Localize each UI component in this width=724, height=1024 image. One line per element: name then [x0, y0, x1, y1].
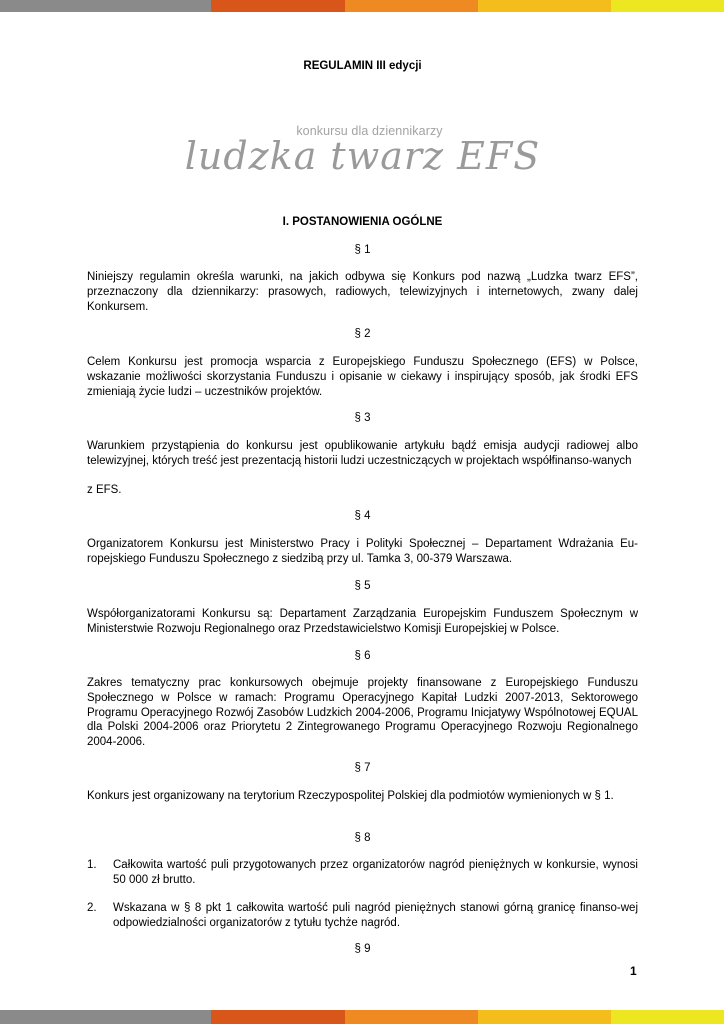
stripe-segment-amber [478, 1010, 611, 1024]
paragraph-text-4: Organizatorem Konkursu jest Ministerstwo Pracy i Polityki Społecznej – Departament Wdrażania Eu-ropejskiego Funduszu Społecznego z siedzibą przy ul. Tamka 3, 00-379 Warszawa. [87, 538, 638, 565]
stripe-segment-red [211, 0, 345, 12]
paragraph-mark-6: § 6 [354, 650, 371, 662]
stripe-segment-gray [0, 1010, 211, 1024]
list-item-number: 1. [87, 859, 97, 871]
stripe-segment-orange [345, 0, 478, 12]
stripe-segment-yellow [611, 0, 724, 12]
list-item-number: 2. [87, 902, 97, 914]
paragraph-text-7: Konkurs jest organizowany na terytorium Rzeczypospolitej Polskiej dla podmiotów wymienionych w § 1. [87, 790, 614, 802]
paragraph-text-1: Niniejszy regulamin określa warunki, na jakich odbywa się Konkurs pod nazwą „Ludzka twarz EFS”, przeznaczony dla dziennikarzy: prasowych, radiowych, telewizyjnych i internetowych, zwany dalej Konkursem. [87, 271, 638, 313]
stripe-segment-orange [345, 1010, 478, 1024]
document-title: REGULAMIN III edycji [303, 60, 422, 72]
paragraph-text-3: Warunkiem przystąpienia do konkursu jest opublikowanie artykułu bądź emisja audycji radiowej albo telewizyjnej, których treść jest prezentacją historii ludzi uczestniczących w projektach współfinanso-wanych [87, 440, 638, 467]
paragraph-mark-2: § 2 [354, 328, 371, 340]
section-heading: I. POSTANOWIENIA OGÓLNE [282, 216, 443, 228]
stripe-segment-amber [478, 0, 611, 12]
top-color-stripe [0, 0, 724, 12]
paragraph-mark-5: § 5 [354, 580, 371, 592]
list-item [87, 858, 638, 888]
logo-wordmark: ludzka twarz EFS [184, 134, 541, 178]
paragraph-text-2: Celem Konkursu jest promocja wsparcia z Europejskiego Funduszu Społecznego (EFS) w Polsce, wskazanie możliwości skorzystania Funduszu i opisanie w ciekawy i inspirujący sposób, jak środki EFS zmieniają życie ludzi – uczestników projektów. [87, 356, 638, 398]
paragraph-mark-1: § 1 [354, 244, 371, 256]
paragraph-text-3-continuation: z EFS. [87, 484, 122, 496]
list-item [87, 901, 638, 931]
list-item-text: Wskazana w § 8 pkt 1 całkowita wartość puli nagród pieniężnych stanowi górną granicę finanso-wej odpowiedzialności organizatorów z tytułu tychże nagród. [113, 902, 638, 929]
paragraph-mark-8: § 8 [354, 832, 371, 844]
paragraph-text-5: Współorganizatorami Konkursu są: Departament Zarządzania Europejskim Funduszem Społecznym w Ministerstwie Rozwoju Regionalnego oraz Przedstawicielstwo Komisji Europejskiej w Polsce. [87, 608, 638, 635]
page-number: 1 [630, 964, 637, 978]
paragraph-text-6: Zakres tematyczny prac konkursowych obejmuje projekty finansowane z Europejskiego Funduszu Społecznego w Polsce w ramach: Programu Operacyjnego Kapitał Ludzki 2007-2013, Sektorowego Programu Operacyjnego Rozwój Zasobów Ludzkich 2004-2006, Programu Inicjatywy Wspólnotowej EQUAL dla Polski 2004-2006 oraz Priorytetu 2 Zintegrowanego Programu Operacyjnego Rozwoju Regionalnego 2004-2006. [87, 677, 638, 749]
stripe-segment-yellow [611, 1010, 724, 1024]
stripe-segment-gray [0, 0, 211, 12]
logo-subtitle: konkursu dla dziennikarzy [296, 124, 443, 138]
bottom-color-stripe [0, 1010, 724, 1024]
stripe-segment-red [211, 1010, 345, 1024]
paragraph-mark-3: § 3 [354, 412, 371, 424]
list-item-text: Całkowita wartość puli przygotowanych przez organizatorów nagród pieniężnych w konkursie, wynosi 50 000 zł brutto. [113, 859, 638, 886]
paragraph-mark-9: § 9 [354, 943, 371, 955]
paragraph-mark-7: § 7 [354, 762, 371, 774]
paragraph-mark-4: § 4 [354, 510, 371, 522]
